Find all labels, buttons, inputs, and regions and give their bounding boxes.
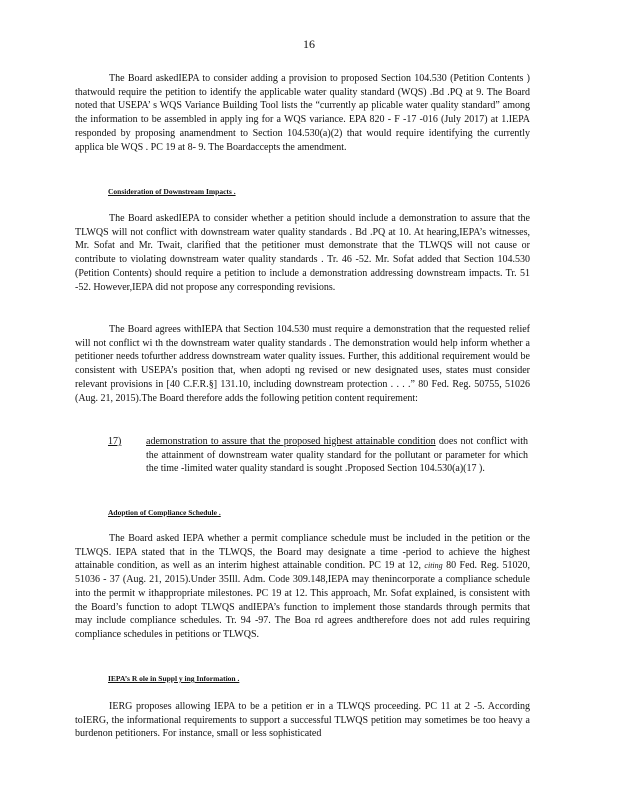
paragraph-text-cont: 80 Fed. Reg. 51020, 51036 - 37 (Aug. 21, 2015).Under 35Ill. Adm. Code 309.148,IEPA may thenincorporate a compliance schedule into the permit w ithappropriate milestones. PC 19 at 12. This approach, Mr. Sofat explained, is consistent with the Board’s function to adopt TLWQS andIEPA’s function to implement those standards through permits that may include compliance schedules. Tr. 94 -97. The Boa rd agrees andtherefore does not add rules requiring compliance schedules in petitions or TLWQS. [75, 560, 530, 640]
item-number: 17) [108, 436, 122, 447]
heading-downstream-impacts: Consideration of Downstream Impacts . [108, 187, 236, 196]
paragraph-compliance-schedule [75, 532, 530, 642]
paragraph-text: The Board agrees withIEPA that Section 104.530 must require a demonstration that the requested relief will not conflict wi th the downstream water quality standards . The demonstration would help inform whether a petitioner needs tofurther address downstream water quality issues. Further, this additional requirement would be consistent with USEPA’s position that, when adopti ng revised or new designated uses, states must consider relevant provisions in [40 C.F.R.§] 131.10, including downstream protection . . . .” 80 Fed. Reg. 50755, 51026 (Aug. 21, 2015).The Board therefore adds the following petition content requirement: [75, 324, 530, 404]
heading-iepa-role: IEPA’s R ole in Suppl y ing Information . [108, 674, 240, 683]
paragraph-ierg-proposal [75, 700, 530, 741]
paragraph-downstream-request [75, 212, 530, 294]
page-number: 16 [303, 37, 315, 51]
paragraph-wqs-provision [75, 72, 530, 154]
requirement-item-17 [108, 435, 528, 476]
paragraph-text: The Board askedIEPA to consider adding a provision to proposed Section 104.530 (Petition Contents ) thatwould require the petition to identify the applicable water quality standard (WQS) .Bd .PQ at 9. The Board noted that USEPA’ s WQS Variance Building Tool lists the “currently ap plicable water quality standard” among the information to be assembled in apply ing for a WQS variance. EPA 820 - F -17 -016 (July 2017) at 1.IEPA responded by proposing anamendment to Section 104.530(a)(2) that would require identifying the currently applica ble WQS . PC 19 at 8- 9. The Boardaccepts the amendment. [75, 73, 530, 153]
paragraph-text: The Board askedIEPA to consider whether a petition should include a demonstration to assure that the TLWQS will not conflict with downstream water quality standards . Bd .PQ at 10. At hearing,IEPA’s witnesses, Mr. Sofat and Mr. Twait, clarified that the petitioner must demonstrate that the TLWQS will not cause or contribute to violating downstream water quality standards . Tr. 46 -52. Mr. Sofat added that Section 104.530 (Petition Contents) should require a petition to include a demonstration addressing downstream impacts. Tr. 51 -52. However,IEPA did not propose any corresponding revisions. [75, 213, 530, 293]
citing-word: citing [424, 561, 443, 571]
item-text: does not conflict with the attainment of downstream water quality standard for the pollutant or parameter for which the time -limited water quality standard is sought .Proposed Section 104.530(a)(17 ). [146, 436, 529, 475]
item-lead: ademonstration to assure that the proposed highest attainable condition [146, 436, 436, 447]
heading-compliance-schedule: Adoption of Compliance Schedule . [108, 508, 221, 517]
paragraph-text: The Board asked IEPA whether a permit compliance schedule must be included in the petition or the TLWQS. IEPA stated that in the TLWQS, the Board may designate a time -period to achieve the highest attainable condition, as well as an interim highest attainable condition. PC 19 at 12, [75, 533, 530, 572]
paragraph-board-agrees [75, 323, 530, 405]
paragraph-text: IERG proposes allowing IEPA to be a petition er in a TLWQS proceeding. PC 11 at 2 -5. According toIERG, the informational requirements to support a successful TLWQS petition may sometimes be too heavy a burdenon petitioners. For instance, small or less sophisticated [75, 701, 530, 740]
